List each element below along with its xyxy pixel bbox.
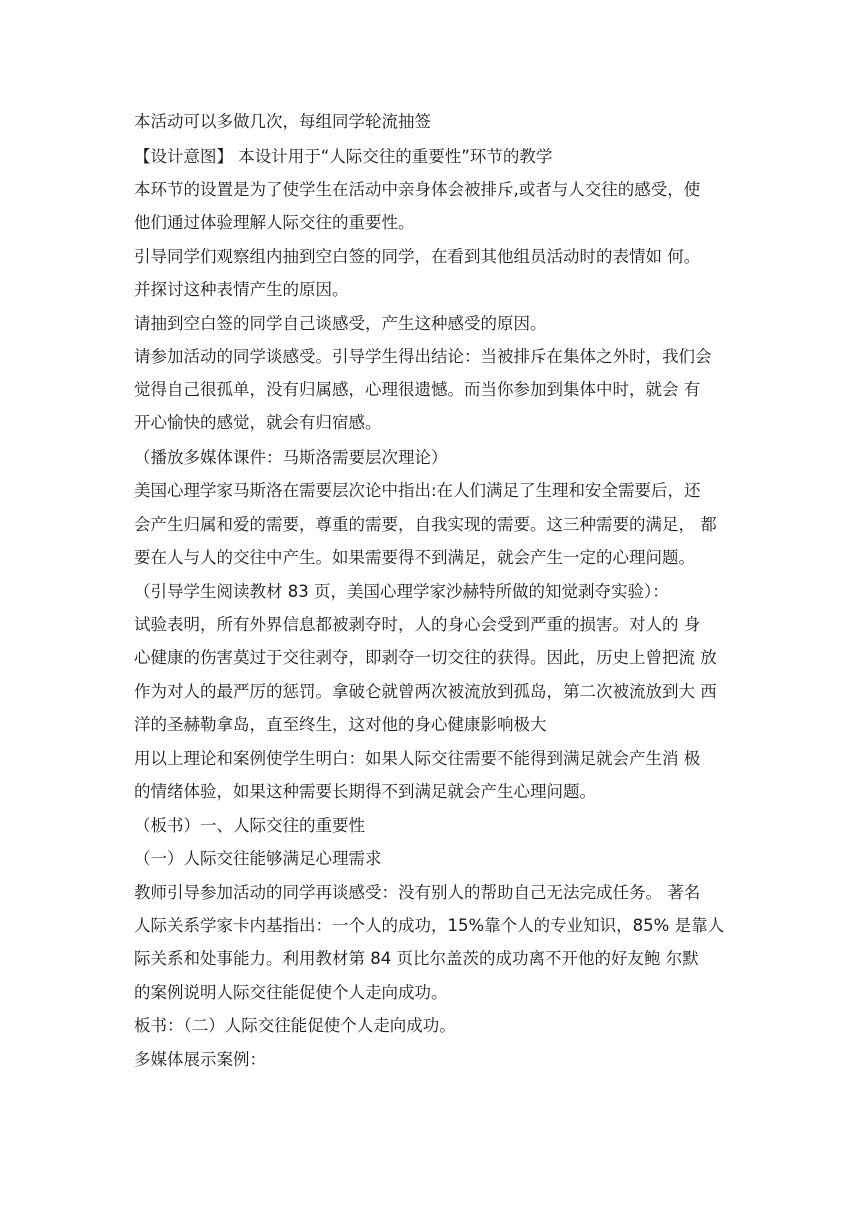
text-line-25: 人际关系学家卡内基指出：一个人的成功，15%靠个人的专业知识，85% 是靠人 — [134, 916, 725, 935]
text-line-10: 开心愉快的感觉，就会有归宿感。 — [134, 413, 382, 432]
text-line-11: （播放多媒体课件：马斯洛需要层次理论） — [134, 448, 448, 467]
text-line-2: 【设计意图】 本设计用于“人际交往的重要性”环节的教学 — [134, 147, 553, 166]
text-line-5: 引导同学们观察组内抽到空白签的同学，在看到其他组员活动时的表情如 何。 — [134, 247, 701, 266]
text-line-8: 请参加活动的同学谈感受。引导学生得出结论：当被排斥在集体之外时，我们会 — [134, 347, 712, 366]
text-line-29: 多媒体展示案例： — [134, 1050, 266, 1069]
text-line-13: 会产生归属和爱的需要，尊重的需要，自我实现的需要。这三种需要的满足， 都 — [134, 515, 717, 534]
text-line-7: 请抽到空白签的同学自己谈感受，产生这种感受的原因。 — [134, 314, 547, 333]
text-line-14: 要在人与人的交往中产生。如果需要得不到满足，就会产生一定的心理问题。 — [134, 548, 695, 567]
text-line-4: 他们通过体验理解人际交往的重要性。 — [134, 213, 415, 232]
text-line-6: 并探讨这种表情产生的原因。 — [134, 280, 349, 299]
text-line-28: 板书：（二）人际交往能促使个人走向成功。 — [134, 1016, 456, 1035]
text-line-17: 心健康的伤害莫过于交往剥夺，即剥夺一切交往的获得。因此，历史上曾把流 放 — [134, 648, 717, 667]
text-line-27: 的案例说明人际交往能促使个人走向成功。 — [134, 983, 448, 1002]
text-line-18: 作为对人的最严厉的惩罚。拿破仑就曾两次被流放到孤岛，第二次被流放到大 西 — [134, 682, 717, 701]
text-line-23: （一）人际交往能够满足心理需求 — [134, 849, 382, 868]
text-line-3: 本环节的设置是为了使学生在活动中亲身体会被排斥,或者与人交往的感受，使 — [134, 180, 701, 199]
text-line-26: 际关系和处事能力。利用教材第 84 页比尔盖茨的成功离不开他的好友鲍 尔默 — [134, 949, 699, 968]
text-line-22: （板书）一、人际交往的重要性 — [134, 816, 365, 835]
text-line-9: 觉得自己很孤单，没有归属感，心理很遗憾。而当你参加到集体中时，就会 有 — [134, 380, 701, 399]
text-line-19: 洋的圣赫勒拿岛，直至终生，这对他的身心健康影响极大 — [134, 715, 547, 734]
text-line-21: 的情绪体验，如果这种需要长期得不到满足就会产生心理问题。 — [134, 782, 596, 801]
text-line-15: （引导学生阅读教材 83 页，美国心理学家沙赫特所做的知觉剥夺实验）： — [134, 582, 669, 601]
text-line-24: 教师引导参加活动的同学再谈感受：没有别人的帮助自己无法完成任务。 著名 — [134, 883, 701, 902]
text-line-1: 本活动可以多做几次，每组同学轮流抽签 — [134, 112, 431, 131]
text-line-16: 试验表明，所有外界信息都被剥夺时，人的身心会受到严重的损害。对人的 身 — [134, 615, 701, 634]
text-line-20: 用以上理论和案例使学生明白：如果人际交往需要不能得到满足就会产生消 极 — [134, 749, 701, 768]
text-line-12: 美国心理学家马斯洛在需要层次论中指出:在人们满足了生理和安全需要后，还 — [134, 481, 701, 500]
